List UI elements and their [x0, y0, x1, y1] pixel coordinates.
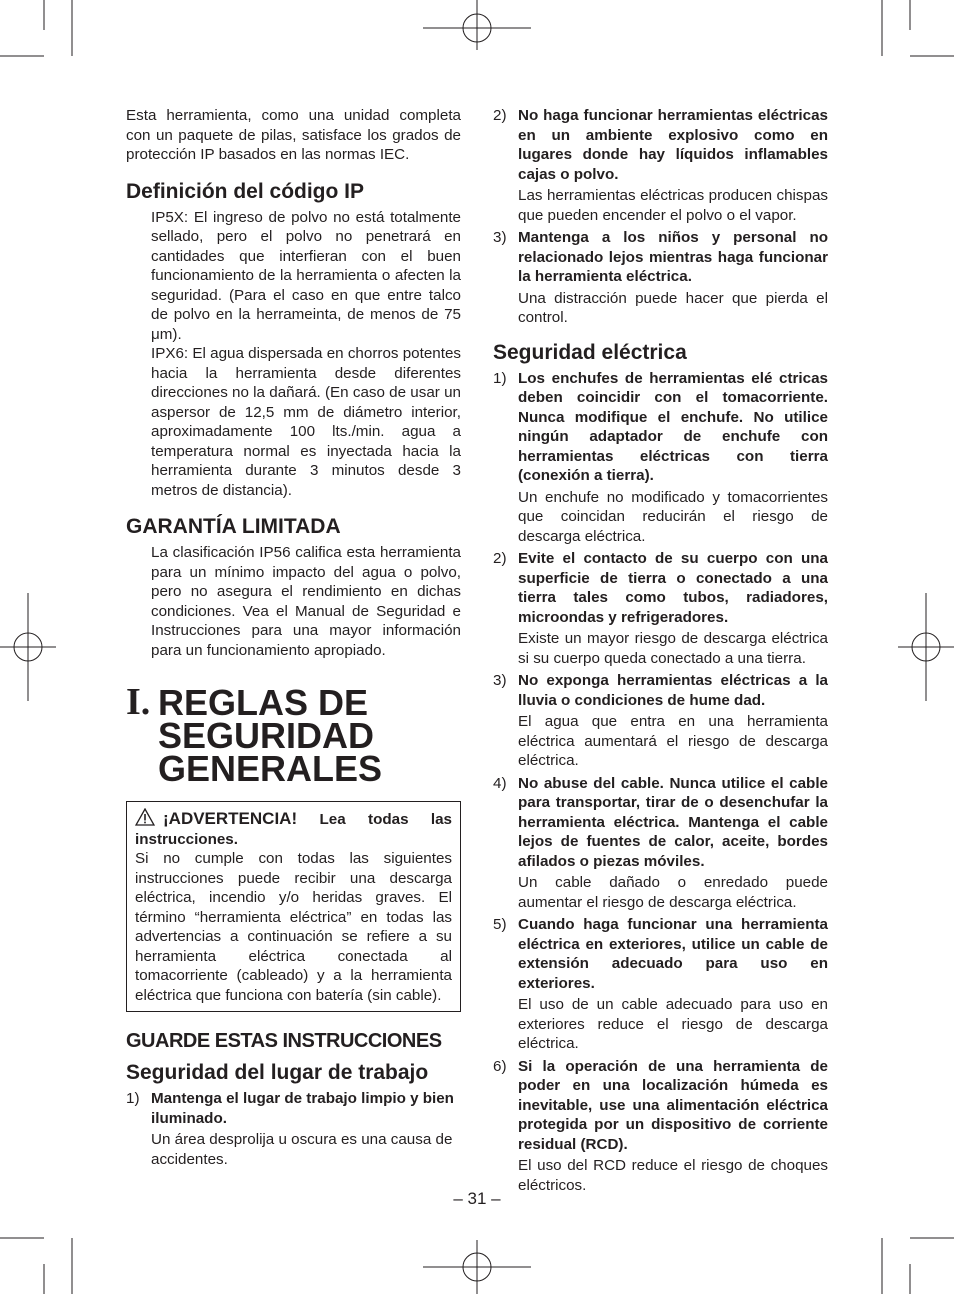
item-note: Una distracción puede hacer que pierda el control.: [518, 289, 828, 326]
chapter-line-3: GENERALES: [158, 748, 383, 789]
list-item: [126, 1089, 461, 1169]
warning-label: ¡ADVERTENCIA!: [163, 809, 298, 828]
save-instructions-heading: GUARDE ESTAS INSTRUCCIONES: [126, 1030, 442, 1052]
item-number: 2): [493, 550, 507, 567]
item-number: 1): [126, 1090, 140, 1107]
item-note: El agua que entra en una herramienta eléctrica aumentará el riesgo de descarga eléctrica.: [518, 713, 828, 769]
chapter-title: [126, 681, 461, 789]
ipx6-paragraph: IPX6: El agua dispersada en chorros potentes hacia la herramienta desde diferentes direcciones no la dañará. (En caso de usar un aspersor de 12,5 mm de diámetro interior, aproximadamente 100 lts./min. agua a temperatura normal es inyectada hacia la herramienta durante 3 minutos desde 3 metros de distancia).: [151, 345, 461, 499]
item-note: El uso del RCD reduce el riesgo de choques eléctricos.: [518, 1157, 828, 1194]
list-item: [493, 369, 828, 547]
warning-triangle-icon: [135, 808, 155, 826]
warning-box: [126, 801, 461, 1012]
warning-text: Si no cumple con todas las siguientes instrucciones puede recibir una descarga eléctrica, incendio y/o heridas graves. El término “herramienta eléctrica” en todas las advertencias a continuación se refiere a su herramienta eléctrica conectada al tomacorriente (cableado) y a la herramienta eléctrica que funciona con batería (sin cable).: [135, 850, 452, 1004]
warranty-heading: GARANTÍA LIMITADA: [126, 515, 341, 538]
item-note: Un cable dañado o enredado puede aumentar el riesgo de descarga eléctrica.: [518, 874, 828, 911]
list-item: [493, 228, 828, 328]
list-item: [493, 106, 828, 225]
item-instruction: No abuse del cable. Nunca utilice el cable para transportar, tirar de o desenchufar la herramienta eléctrica. Mantenga el cable lejos de fuentes de calor, aceite, bordes afilados o piezas móviles.: [518, 774, 828, 870]
chapter-roman: I.: [126, 681, 151, 723]
item-instruction: No exponga herramientas eléctricas a la lluvia o condiciones de hume dad.: [518, 672, 828, 709]
item-note: El uso de un cable adecuado para uso en exteriores reduce el riesgo de descarga eléctrica.: [518, 996, 828, 1052]
item-instruction: Si la operación de una herramienta de poder en una localización húmeda es inevitable, use una alimentación eléctrica protegida por un dispositivo de corriente residual (RCD).: [518, 1057, 828, 1153]
item-number: 5): [493, 916, 507, 933]
item-instruction: Mantenga a los niños y personal no relacionado lejos mientras haga funcionar la herramienta eléctrica.: [518, 229, 828, 285]
item-note: Un enchufe no modificado y tomacorrientes que coincidan reducirán el riesgo de descarga eléctrica.: [518, 488, 828, 545]
left-column: [126, 106, 461, 1169]
electrical-heading: Seguridad eléctrica: [493, 340, 687, 364]
chapter-line-2: SEGURIDAD: [158, 715, 375, 756]
ip-code-heading: Definición del código IP: [126, 179, 365, 203]
intro-paragraph: Esta herramienta, como una unidad completa con un paquete de pilas, satisface los grados de protección IP basados en las normas IEC.: [126, 107, 461, 163]
item-instruction: Mantenga el lugar de trabajo limpio y bien iluminado.: [151, 1090, 454, 1127]
item-number: 6): [493, 1057, 507, 1075]
item-note: Un área desprolija u oscura es una causa de accidentes.: [151, 1131, 453, 1168]
list-item: [493, 774, 828, 913]
chapter-line-1: REGLAS DE: [158, 682, 369, 723]
item-number: 2): [493, 107, 507, 124]
list-item: [493, 671, 828, 771]
item-number: 4): [493, 774, 507, 792]
item-note: Existe un mayor riesgo de descarga eléctrica si su cuerpo queda conectado a una tierra.: [518, 630, 828, 667]
list-item: [493, 549, 828, 668]
item-instruction: No haga funcionar herramientas eléctricas en un ambiente explosivo como en lugares donde hay líquidos inflamables cajas o polvo.: [518, 107, 828, 183]
list-item: [493, 915, 828, 1054]
list-item: [493, 1057, 828, 1196]
warning-header: [135, 808, 452, 849]
item-number: 3): [493, 672, 507, 689]
page-number: – 31 –: [453, 1189, 501, 1208]
item-number: 1): [493, 369, 507, 387]
item-instruction: Los enchufes de herramientas elé ctricas deben coincidir con el tomacorriente. Nunca modifique el enchufe. No utilice ningún adaptador de enchufe con herramientas eléctricas con tierra (conexión a tierra).: [518, 369, 828, 484]
item-instruction: Cuando haga funcionar una herramienta eléctrica en exteriores, utilice un cable de extensión adecuado para uso en exteriores.: [518, 916, 828, 992]
item-number: 3): [493, 229, 507, 246]
item-instruction: Evite el contacto de su cuerpo con una superficie de tierra o conectado a una tierra tales como tubos, radiadores, microondas y refrigeradores.: [518, 550, 828, 626]
work-area-heading: Seguridad del lugar de trabajo: [126, 1061, 429, 1084]
ip5x-paragraph: IP5X: El ingreso de polvo no está totalmente sellado, pero el polvo no penetrará en cantidades que interfieran con el buen funcionamiento de la herramienta o afecten la seguridad. (Para el caso en que entre talco de polvo en la herrameinta, de menos de 75 μm).: [151, 208, 461, 343]
item-note: Las herramientas eléctricas producen chispas que pueden encender el polvo o el vapor.: [518, 187, 828, 224]
warning-lead: Lea todas las instrucciones.: [135, 811, 452, 848]
warranty-paragraph: La clasificación IP56 califica esta herramienta para un mínimo impacto del agua o polvo, pero no asegura el rendimiento en dichas condiciones. Vea el Manual de Seguridad e Instrucciones para una mayor información para un funcionamiento apropiado.: [151, 544, 461, 659]
right-column: [493, 106, 828, 1195]
